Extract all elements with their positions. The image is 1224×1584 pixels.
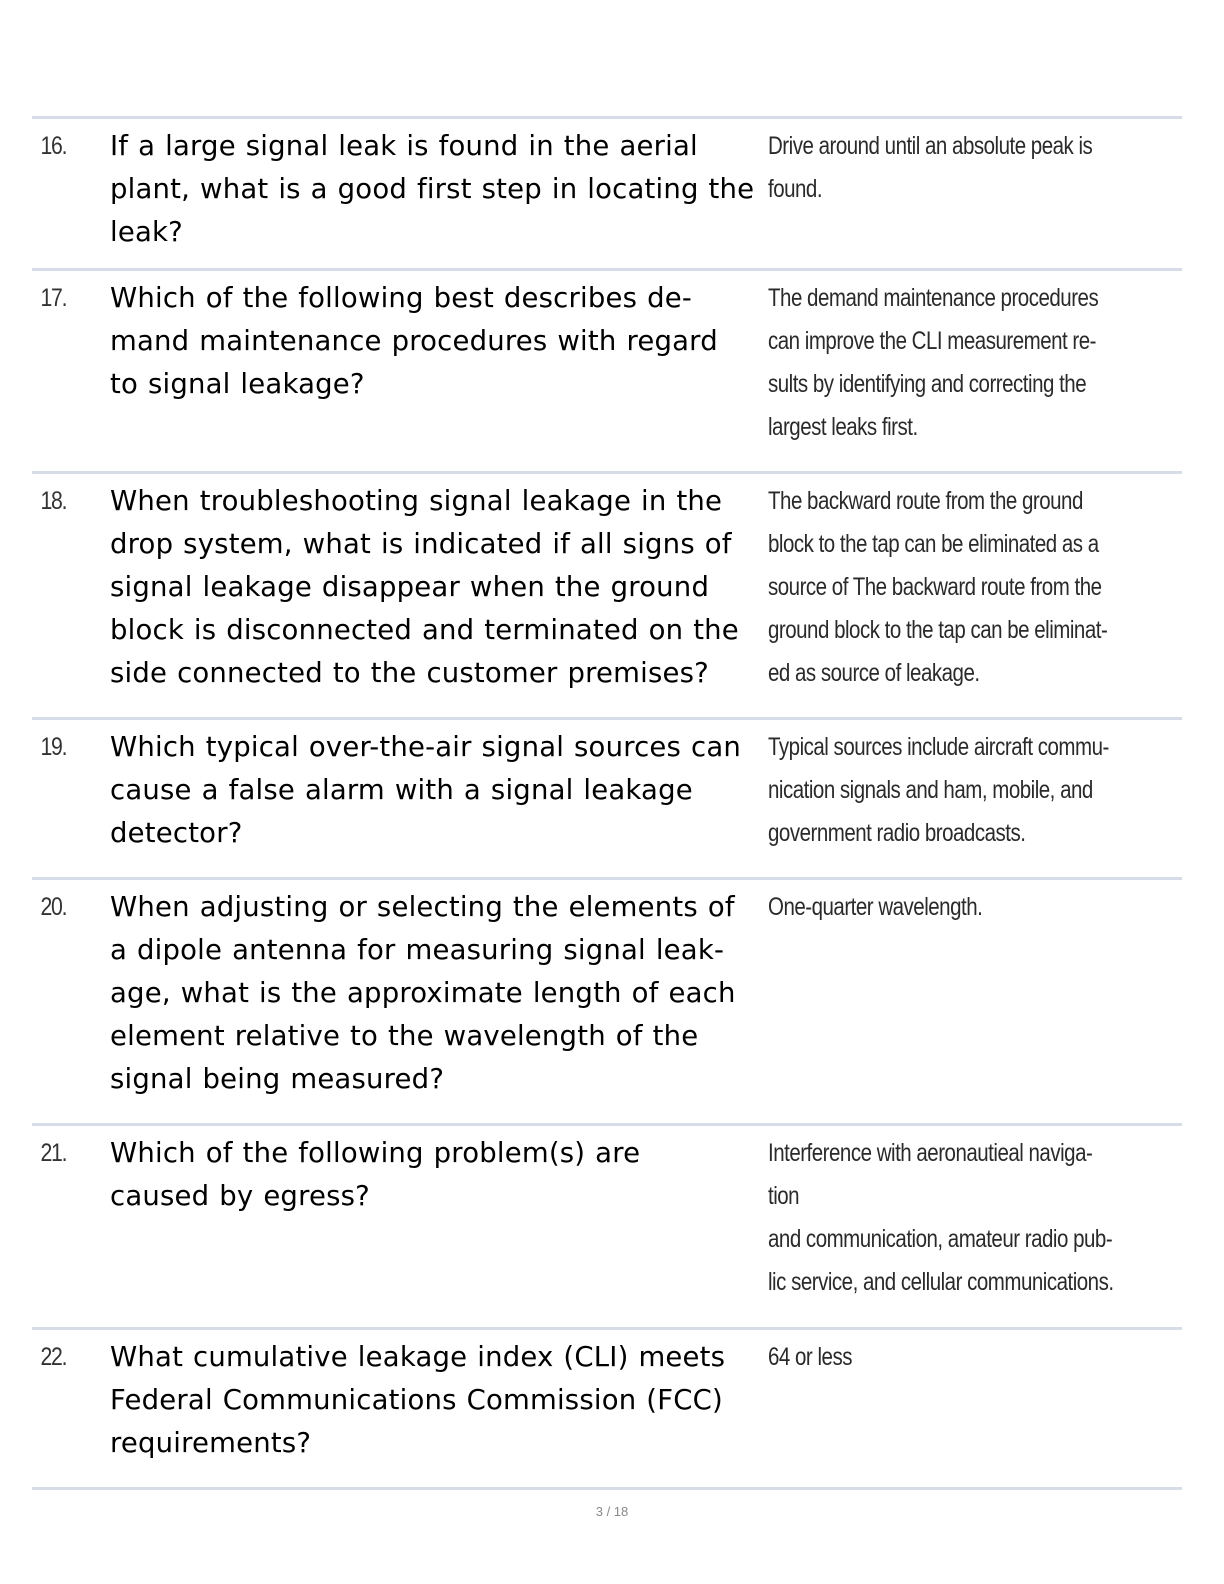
question-number: 21. — [40, 1139, 67, 1167]
qa-row — [32, 880, 1182, 1126]
question-text: When adjusting or selecting the elements of a dipole antenna for measuring signal leak- age, what is the approximate length of each element relative to the wavelength of the signal being measured? — [110, 891, 736, 1095]
question-text: What cumulative leakage index (CLI) meets Federal Communications Commission (FCC) requirements? — [110, 1341, 726, 1459]
answer-text: The demand maintenance procedures can improve the CLI measurement re- sults by identifying and correcting the largest leaks first. — [768, 284, 1099, 441]
page-number: 3 / 18 — [595, 1504, 629, 1519]
qa-row — [32, 271, 1182, 474]
qa-row — [32, 1126, 1182, 1330]
question-number: 16. — [40, 132, 67, 160]
question-text: Which of the following best describes de- mand maintenance procedures with regard to signal leakage? — [110, 282, 718, 400]
question-text: Which typical over-the-air signal sources can cause a false alarm with a signal leakage detector? — [110, 731, 742, 849]
question-number: 19. — [40, 733, 67, 761]
question-number: 22. — [40, 1343, 67, 1371]
answer-text: Interference with aeronautieal naviga- tion and communication, amateur radio pub- lic service, and cellular communications. — [768, 1139, 1114, 1296]
answer-text: Drive around until an absolute peak is found. — [768, 132, 1093, 203]
answer-text: One-quarter wavelength. — [768, 893, 983, 921]
question-text: Which of the following problem(s) are caused by egress? — [110, 1137, 641, 1212]
question-text: If a large signal leak is found in the aerial plant, what is a good first step in locating the leak? — [110, 130, 755, 248]
qa-row — [32, 1330, 1182, 1490]
question-text: When troubleshooting signal leakage in the drop system, what is indicated if all signs of signal leakage disappear when the ground block is disconnected and terminated on the side connected to the customer premises? — [110, 485, 739, 689]
answer-text: 64 or less — [768, 1343, 852, 1371]
answer-text: The backward route from the ground block to the tap can be eliminated as a source of The backward route from the ground block to the tap can be eliminat- ed as source of leakage. — [768, 487, 1108, 687]
qa-row — [32, 720, 1182, 880]
question-number: 20. — [40, 893, 67, 921]
question-number: 18. — [40, 487, 67, 515]
qa-row — [32, 119, 1182, 271]
question-number: 17. — [40, 284, 67, 312]
answer-text: Typical sources include aircraft commu- nication signals and ham, mobile, and government radio broadcasts. — [768, 733, 1109, 847]
qa-table — [32, 116, 1182, 1490]
qa-row — [32, 474, 1182, 720]
